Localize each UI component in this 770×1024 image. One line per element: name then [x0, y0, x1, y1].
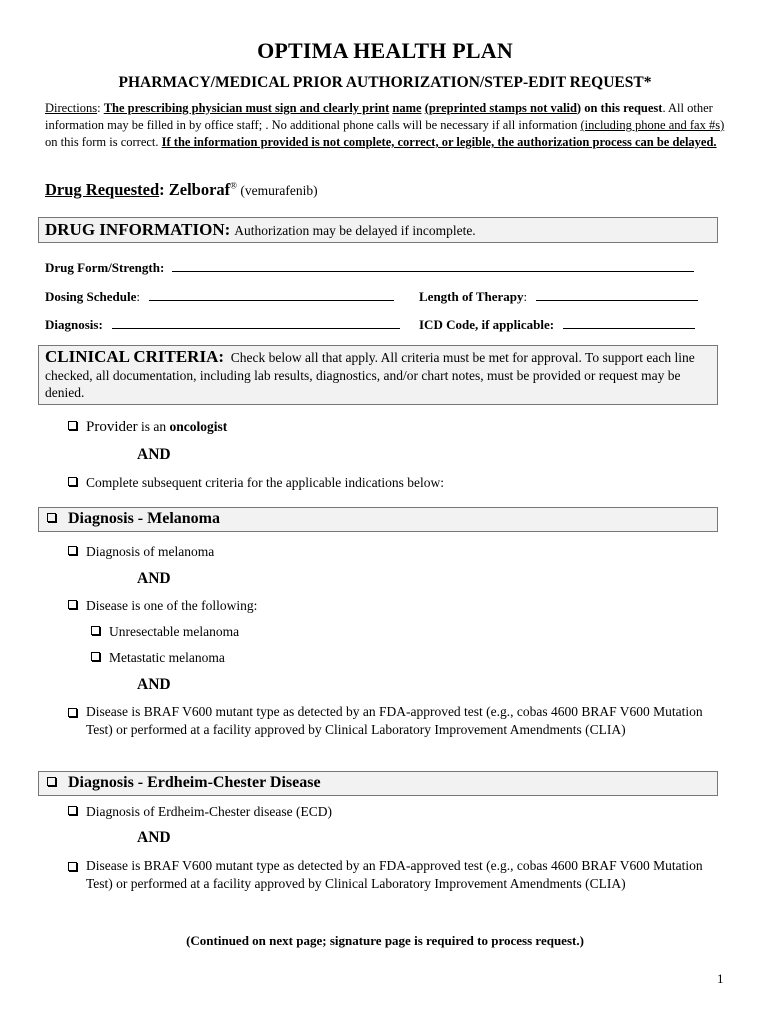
melanoma-disease-following-item [68, 597, 257, 615]
icd-code-label: ICD Code, if applicable: [419, 317, 555, 332]
length-of-therapy-label: Length of Therapy [419, 289, 524, 304]
melanoma-braf-checkbox[interactable] [68, 708, 77, 717]
ecd-diagnosis-item [68, 803, 332, 821]
page-subtitle: PHARMACY/MEDICAL PRIOR AUTHORIZATION/STEP-EDIT REQUEST* [118, 74, 652, 91]
page-title: OPTIMA HEALTH PLAN [257, 38, 513, 63]
ecd-section-checkbox[interactable] [47, 777, 56, 786]
diagnosis-label: Diagnosis: [45, 317, 103, 332]
drug-requested [45, 180, 318, 200]
ecd-section-header [38, 771, 718, 796]
metastatic-item [91, 649, 225, 667]
icd-code-field[interactable] [563, 316, 695, 329]
provider-oncologist-checkbox[interactable] [68, 421, 77, 430]
provider-prefix: Provider [86, 419, 138, 435]
directions-label: Directions [45, 101, 98, 115]
directions-paragraph [45, 100, 725, 151]
drug-requested-colon: : [159, 180, 169, 199]
directions-phone-fax: (including phone and fax #s) [580, 118, 725, 132]
complete-criteria-text: Complete subsequent criteria for the applicable indications below: [86, 475, 445, 490]
directions-part3: . All other information may be filled in by office staff; . No additional phone calls will be necessary if all information [45, 101, 713, 132]
melanoma-braf-item [68, 703, 728, 738]
ecd-braf-checkbox[interactable] [68, 862, 77, 871]
and-label: AND [137, 676, 171, 693]
melanoma-diagnosis-item [68, 543, 214, 561]
provider-oncologist-item [68, 418, 227, 437]
ecd-heading: Diagnosis - Erdheim-Chester Disease [68, 774, 321, 791]
unresectable-item [91, 623, 239, 641]
metastatic-checkbox[interactable] [91, 652, 100, 661]
clinical-criteria-heading: CLINICAL CRITERIA: [45, 347, 225, 366]
length-of-therapy-colon: : [523, 289, 528, 304]
length-of-therapy-field[interactable] [536, 288, 698, 301]
complete-criteria-checkbox[interactable] [68, 477, 77, 486]
ecd-braf-item [68, 857, 728, 892]
metastatic-text: Metastatic melanoma [109, 650, 225, 665]
melanoma-braf-text: Disease is BRAF V600 mutant type as detected by an FDA-approved test (e.g., cobas 4600 BRAF V600 Mutation Test) or performed at a facility approved by Clinical Laboratory Improvement Amendments (CLIA) [86, 704, 703, 737]
melanoma-disease-following-text: Disease is one of the following: [86, 598, 258, 613]
page-number: 1 [717, 971, 724, 986]
directions-warning: If the information provided is not complete, correct, or legible, the authorization process can be delayed. [161, 135, 717, 149]
melanoma-section-checkbox[interactable] [47, 513, 56, 522]
dosing-schedule-row [45, 288, 394, 305]
icd-code-row [419, 316, 695, 333]
clinical-criteria-header [38, 345, 718, 405]
melanoma-heading: Diagnosis - Melanoma [68, 510, 220, 527]
ecd-diagnosis-text: Diagnosis of Erdheim-Chester disease (ECD) [86, 804, 332, 819]
melanoma-diagnosis-text: Diagnosis of melanoma [86, 544, 215, 559]
diagnosis-row [45, 316, 400, 333]
directions-name-word: name [392, 101, 422, 115]
drug-information-note: Authorization may be delayed if incomplete. [234, 223, 476, 238]
directions-paren1: (preprinted stamps not valid [424, 101, 577, 115]
dosing-schedule-colon: : [136, 289, 141, 304]
directions-part4: on this form is correct. [45, 135, 162, 149]
dosing-schedule-label: Dosing Schedule [45, 289, 137, 304]
melanoma-disease-following-checkbox[interactable] [68, 600, 77, 609]
and-label: AND [137, 829, 171, 846]
unresectable-checkbox[interactable] [91, 626, 100, 635]
registered-mark: ® [230, 180, 238, 191]
drug-generic-name: (vemurafenib) [237, 183, 318, 198]
form-strength-field[interactable] [172, 259, 694, 272]
directions-part2: on this request [581, 101, 663, 115]
diagnosis-field[interactable] [112, 316, 400, 329]
drug-requested-label: Drug Requested [45, 180, 160, 199]
melanoma-diagnosis-checkbox[interactable] [68, 546, 77, 555]
dosing-schedule-field[interactable] [149, 288, 394, 301]
complete-criteria-item [68, 474, 444, 492]
directions-paren1-close: ) [576, 101, 582, 115]
drug-information-heading: DRUG INFORMATION: [45, 220, 231, 239]
unresectable-text: Unresectable melanoma [109, 624, 240, 639]
ecd-braf-text: Disease is BRAF V600 mutant type as detected by an FDA-approved test (e.g., cobas 4600 BRAF V600 Mutation Test) or performed at a facility approved by Clinical Laboratory Improvement Amendments (CLIA) [86, 858, 703, 891]
melanoma-section-header [38, 507, 718, 532]
provider-oncologist-bold: oncologist [169, 419, 228, 434]
directions-colon: : [97, 101, 104, 115]
drug-information-header [38, 217, 718, 243]
form-strength-row [45, 259, 694, 276]
provider-mid: is an [137, 419, 170, 434]
clinical-criteria-text: Check below all that apply. All criteria must be met for approval. To support each line checked, all documentation, including lab results, diagnostics, and/or chart notes, must be provided or request may be denied. [45, 350, 695, 400]
drug-name: Zelboraf [168, 180, 231, 199]
ecd-diagnosis-checkbox[interactable] [68, 806, 77, 815]
length-of-therapy-row [419, 288, 698, 305]
form-strength-label: Drug Form/Strength: [45, 260, 165, 275]
and-label: AND [137, 570, 171, 587]
and-label: AND [137, 446, 171, 463]
directions-part1: The prescribing physician must sign and clearly print [103, 101, 390, 115]
continued-note: (Continued on next page; signature page is required to process request.) [186, 933, 584, 948]
